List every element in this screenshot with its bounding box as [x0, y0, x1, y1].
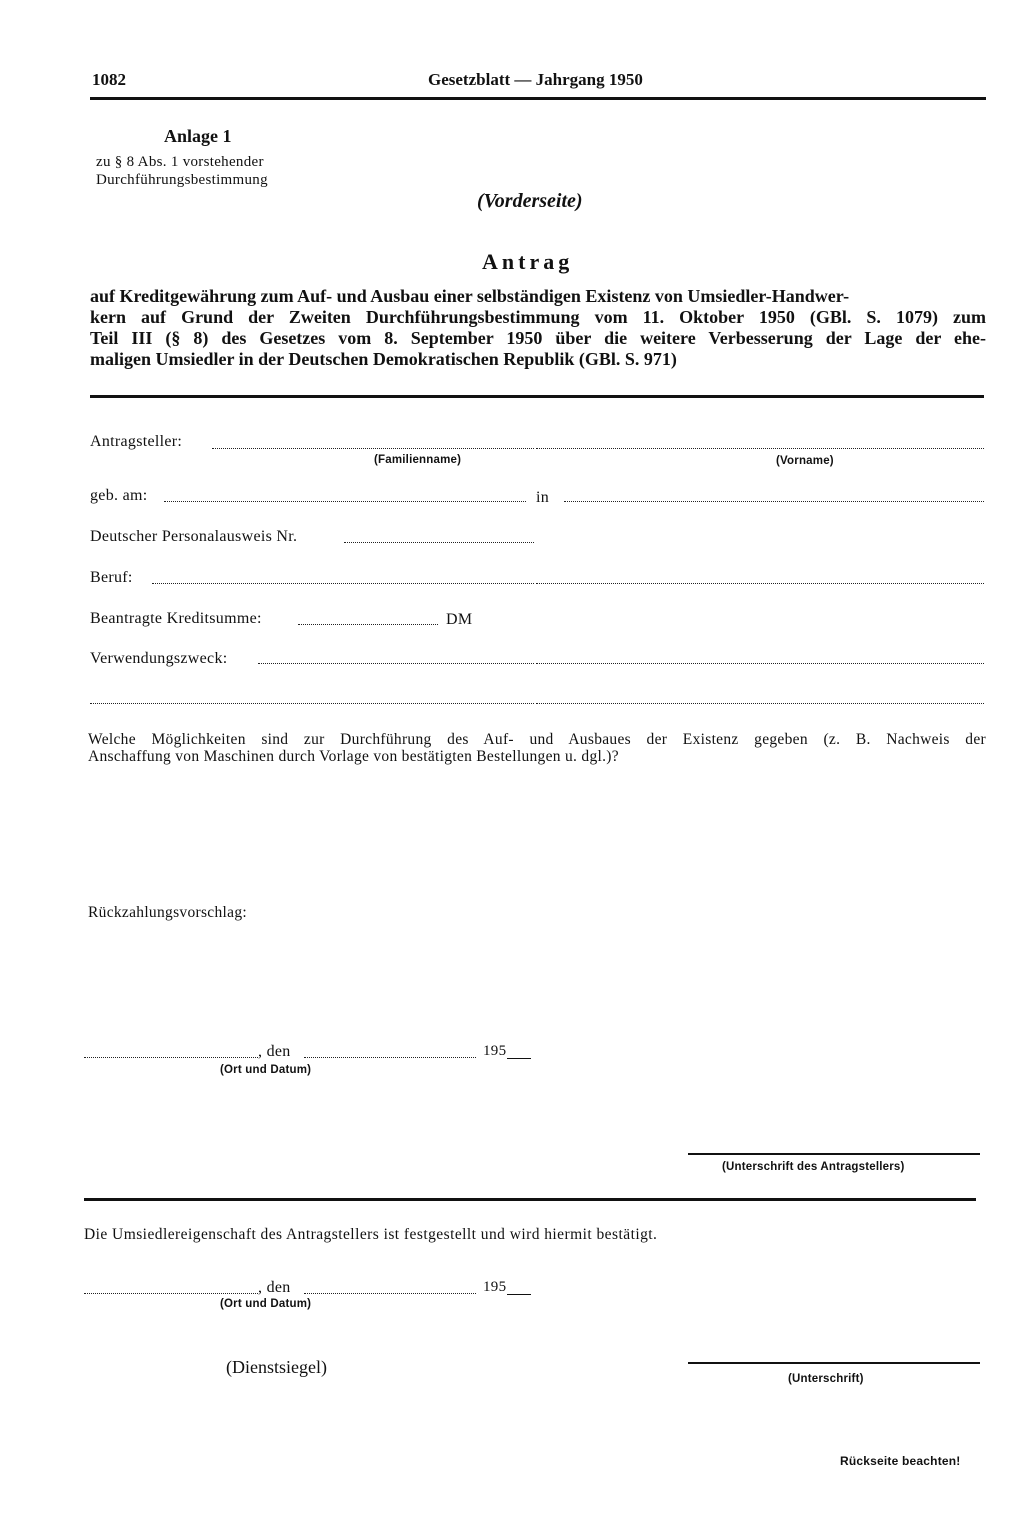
sign1-year-line [507, 1058, 531, 1059]
purpose-field-part2[interactable] [536, 663, 984, 664]
form-subtitle-line-1: auf Kreditgewährung zum Auf- und Ausbau einer selbständigen Existenz von Umsiedler-Handwer- [90, 286, 850, 306]
purpose-field-line2-part2[interactable] [536, 703, 984, 704]
born-date-field[interactable] [164, 501, 526, 502]
born-place-field[interactable] [564, 501, 984, 502]
page-number: 1082 [92, 70, 126, 89]
sign2-date-field[interactable] [304, 1293, 476, 1294]
sign2-den: , den [258, 1279, 291, 1296]
form-subtitle-line-2: kern auf Grund der Zweiten Durchführungsbestimmung vom 11. Oktober 1950 (GBl. S. 1079) zum [90, 307, 986, 327]
occupation-label: Beruf: [90, 569, 133, 586]
credit-label: Beantragte Kreditsumme: [90, 610, 262, 627]
id-label: Deutscher Personalausweis Nr. [90, 528, 298, 545]
running-title: Gesetzblatt — Jahrgang 1950 [428, 70, 643, 89]
confirmation-text: Die Umsiedlereigenschaft des Antragstellers ist festgestellt und wird hiermit bestätigt. [84, 1226, 658, 1243]
sign1-year: 195 [483, 1043, 507, 1059]
born-label: geb. am: [90, 487, 148, 504]
side-label: (Vorderseite) [477, 190, 583, 212]
annex-line-2: Durchführungsbestimmung [96, 172, 268, 188]
occupation-field-part1[interactable] [152, 583, 534, 584]
id-number-field[interactable] [344, 542, 534, 543]
question-line-2: Anschaffung von Maschinen durch Vorlage von bestätigten Bestellungen u. dgl.)? [88, 748, 619, 765]
applicant-surname-field[interactable] [212, 448, 534, 449]
applicant-firstname-field[interactable] [536, 448, 984, 449]
occupation-field-part2[interactable] [536, 583, 984, 584]
purpose-field-line2-part1[interactable] [90, 703, 534, 704]
credit-unit: DM [446, 611, 473, 628]
sign2-place-field[interactable] [84, 1293, 258, 1294]
sign2-signature-caption: (Unterschrift) [788, 1373, 864, 1385]
annex-title: Anlage 1 [164, 126, 232, 146]
annex-line-1: zu § 8 Abs. 1 vorstehender [96, 154, 264, 170]
repayment-label: Rückzahlungsvorschlag: [88, 904, 247, 921]
sign2-signature-line[interactable] [688, 1362, 980, 1364]
title-rule [90, 395, 984, 398]
sign1-date-field[interactable] [304, 1057, 476, 1058]
sign2-year: 195 [483, 1279, 507, 1295]
question-line-1: Welche Möglichkeiten sind zur Durchführung des Auf- und Ausbaues der Existenz gegeben (z. B. Nachweis der [88, 731, 986, 748]
form-subtitle-line-4: maligen Umsiedler in der Deutschen Demokratischen Republik (GBl. S. 971) [90, 349, 677, 369]
header-rule [90, 97, 986, 100]
seal-label: (Dienstsiegel) [226, 1357, 327, 1377]
purpose-field-part1[interactable] [258, 663, 534, 664]
sign1-signature-caption: (Unterschrift des Antragstellers) [722, 1161, 905, 1173]
credit-amount-field[interactable] [298, 624, 438, 625]
sign2-place-date-caption: (Ort und Datum) [220, 1298, 312, 1310]
firstname-caption: (Vorname) [776, 455, 834, 467]
sign1-signature-line[interactable] [688, 1153, 980, 1155]
sign1-place-field[interactable] [84, 1057, 258, 1058]
sign1-place-date-caption: (Ort und Datum) [220, 1064, 312, 1076]
sign1-den: , den [258, 1043, 291, 1060]
purpose-label: Verwendungszweck: [90, 650, 228, 667]
applicant-label: Antragsteller: [90, 433, 183, 450]
born-in-label: in [536, 489, 550, 506]
form-title: Antrag [482, 249, 574, 274]
form-subtitle-line-3: Teil III (§ 8) des Gesetzes vom 8. September 1950 über die weitere Verbesserung der Lage der ehe- [90, 328, 986, 348]
section-divider [84, 1198, 976, 1201]
sign2-year-line [507, 1294, 531, 1295]
surname-caption: (Familienname) [374, 454, 462, 466]
footer-note: Rückseite beachten! [840, 1454, 961, 1468]
